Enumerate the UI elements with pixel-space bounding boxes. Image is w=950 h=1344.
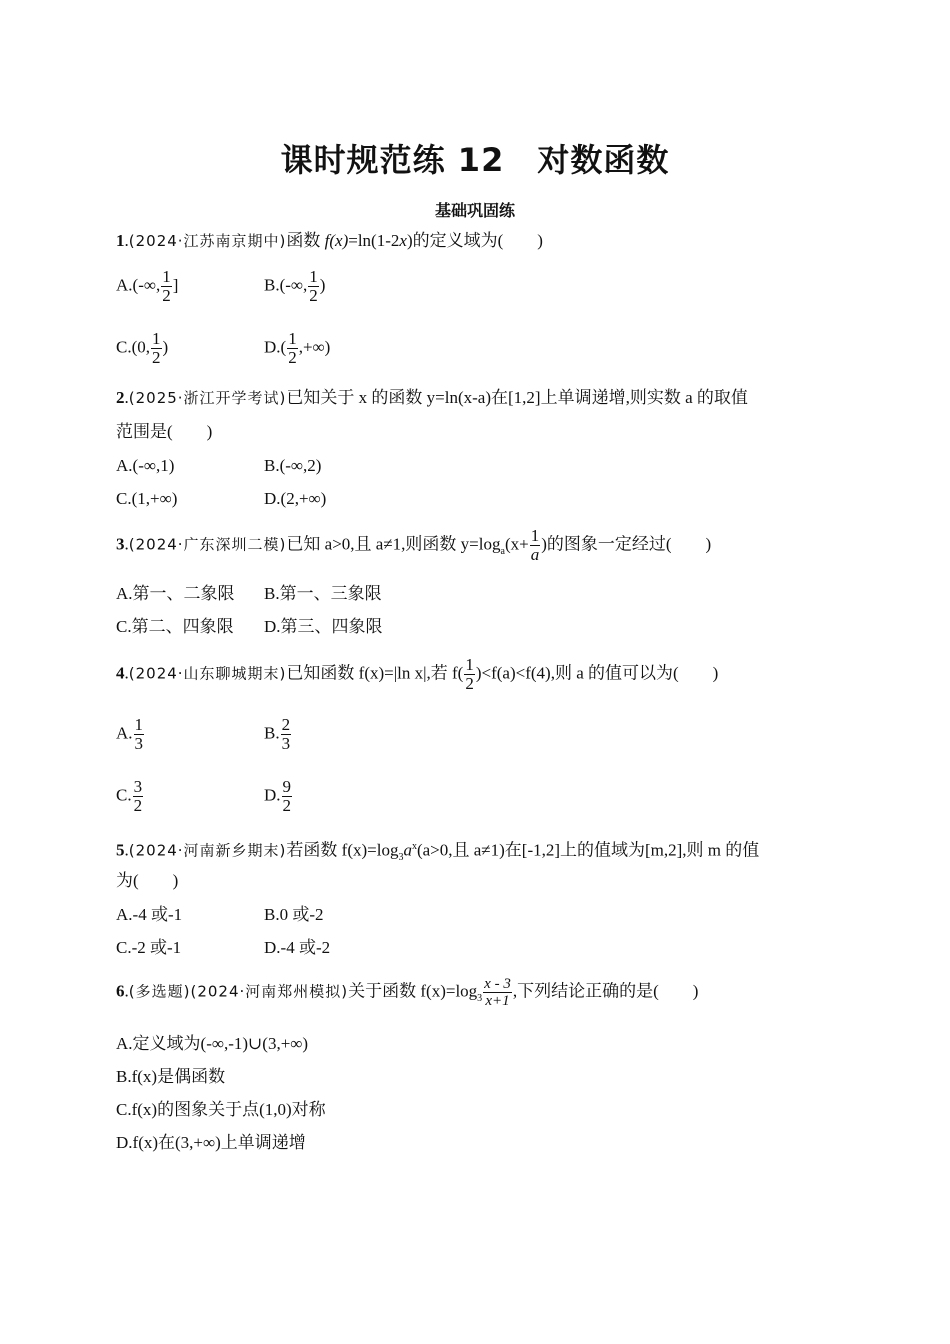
option-b[interactable]: B. $\frac{2}{3}$: [264, 715, 291, 753]
question-number: 1: [116, 231, 125, 250]
question-1-stem: 1.(2024·江苏南京期中)函数 f(x)=ln(1-2x)的定义域为( ): [116, 231, 543, 250]
option-a[interactable]: A.-4 或-1: [116, 905, 183, 924]
fraction: $\frac{1}{2}$: [465, 655, 474, 693]
option-c[interactable]: C.(0, $\frac{1}{2}$ ): [116, 329, 169, 367]
fraction: $\frac{1}{a}$: [530, 526, 540, 564]
option-c[interactable]: C.-2 或-1: [116, 938, 182, 957]
fraction: $\frac{x - 3}{x+1}$: [484, 976, 511, 1009]
option-d[interactable]: D.-4 或-2: [264, 938, 331, 957]
section-title: 基础巩固练: [434, 201, 515, 220]
fraction: $\frac{1}{2}$: [152, 329, 161, 367]
question-2-stem: 2.(2025·浙江开学考试)已知关于 x 的函数 y=ln(x-a)在[1,2]上单调递增,则实数 a 的取值: [116, 388, 748, 407]
option-a[interactable]: A.定义域为(-∞,-1)∪(3,+∞): [116, 1034, 309, 1053]
option-b[interactable]: B.0 或-2: [264, 905, 324, 924]
fraction: $\frac{1}{2}$: [162, 267, 171, 305]
fraction: $\frac{1}{2}$: [288, 329, 297, 367]
question-5-stem: 5.(2024·河南新乡期末)若函数 $f(x)=\log_3a^x(a>0$,且 a≠1)在[-1,2]上的值域为[m,2],则 m 的值: [116, 840, 760, 864]
page-title: 课时规范练 12 对数函数: [280, 141, 670, 179]
question-4-stem: 4.(2024·山东聊城期末)已知函数 f(x)=|ln x|,若 f( $\frac{1}{2}$ )<f(a)<f(4),则 a 的值可以为( ): [116, 655, 719, 693]
option-d[interactable]: D.( $\frac{1}{2}$ ,+∞): [264, 329, 331, 367]
fraction: $\frac{1}{3}$: [134, 715, 144, 753]
option-d[interactable]: D.第三、四象限: [264, 617, 383, 636]
option-b[interactable]: B.(-∞, $\frac{1}{2}$ ): [264, 267, 326, 305]
option-d[interactable]: D.(2,+∞): [264, 489, 327, 508]
option-c[interactable]: C.(1,+∞): [116, 489, 178, 508]
option-c[interactable]: C.第二、四象限: [116, 617, 234, 636]
question-3-stem: 3.(2024·广东深圳二模)已知 a>0,且 a≠1,则函数 $y=\log_a(x+$ $\frac{1}{a}$ )的图象一定经过( ): [116, 526, 712, 564]
option-c[interactable]: C.f(x)的图象关于点(1,0)对称: [116, 1100, 326, 1119]
question-5-stem-cont: 为( ): [116, 871, 179, 890]
option-a[interactable]: A.(-∞,1): [116, 456, 175, 475]
fraction: $\frac{2}{3}$: [281, 715, 291, 753]
fraction: $\frac{9}{2}$: [282, 777, 292, 815]
question-6-stem: 6.(多选题)(2024·河南郑州模拟)关于函数 $f(x)=\log_3$ $\frac{x - 3}{x+1}$ ,下列结论正确的是( ): [116, 976, 699, 1009]
question-2-stem-cont: 范围是( ): [116, 422, 213, 441]
option-c[interactable]: C. $\frac{3}{2}$: [116, 777, 143, 815]
option-b[interactable]: B.f(x)是偶函数: [116, 1067, 226, 1086]
option-b[interactable]: B.(-∞,2): [264, 456, 322, 475]
option-b[interactable]: B.第一、三象限: [264, 584, 382, 603]
option-a[interactable]: A.第一、二象限: [116, 584, 235, 603]
option-a[interactable]: A. $\frac{1}{3}$: [116, 715, 144, 753]
option-d[interactable]: D.f(x)在(3,+∞)上单调递增: [116, 1133, 306, 1152]
fraction: $\frac{1}{2}$: [309, 267, 318, 305]
option-a[interactable]: A.(-∞, $\frac{1}{2}$ ]: [116, 267, 179, 305]
question-source: (2024·江苏南京期中): [128, 232, 287, 250]
fraction: $\frac{3}{2}$: [133, 777, 143, 815]
option-d[interactable]: D. $\frac{9}{2}$: [264, 777, 292, 815]
